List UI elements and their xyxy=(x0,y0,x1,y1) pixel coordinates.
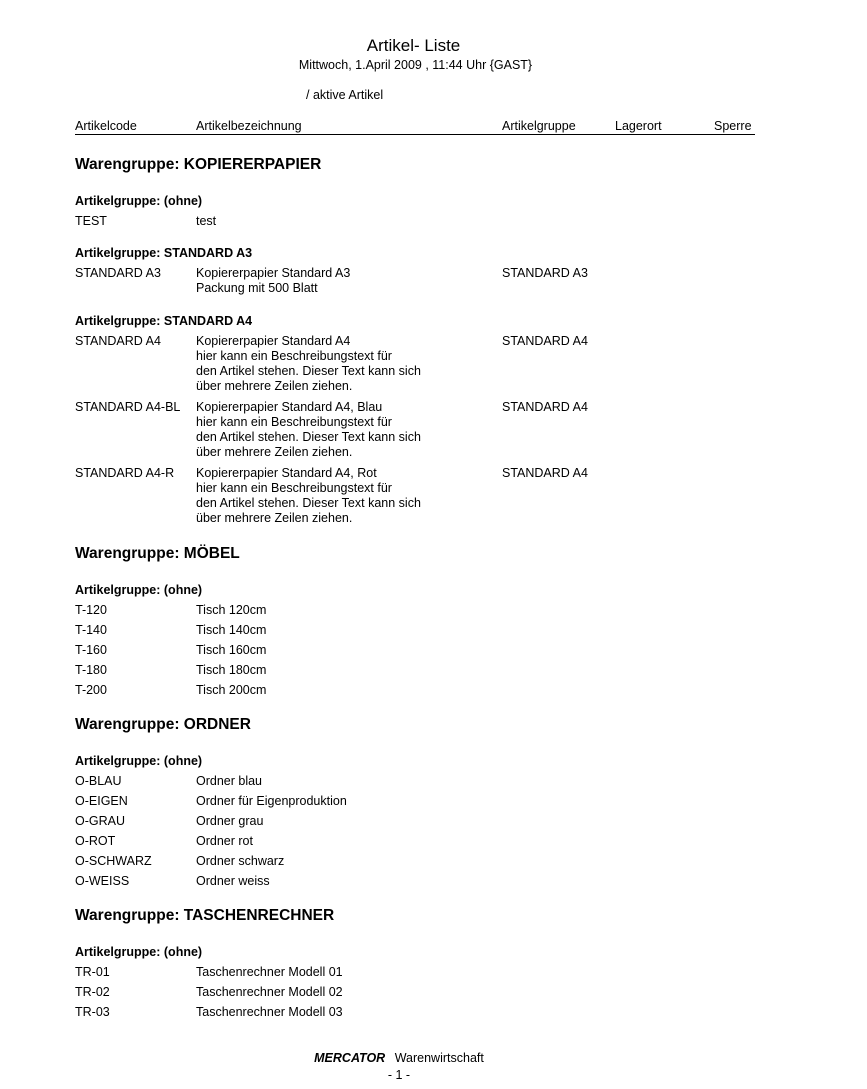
report-body xyxy=(75,155,775,1037)
article-description-line: Taschenrechner Modell 03 xyxy=(196,1005,343,1019)
article-description-line: hier kann ein Beschreibungstext für xyxy=(196,349,392,363)
article-row xyxy=(75,214,775,234)
article-description-line: Kopiererpapier Standard A4 xyxy=(196,334,351,348)
article-description-line: über mehrere Zeilen ziehen. xyxy=(196,511,353,525)
article-description-line: Packung mit 500 Blatt xyxy=(196,281,318,295)
article-code: TR-02 xyxy=(75,985,110,999)
artikelgruppe-heading: Artikelgruppe: (ohne) xyxy=(75,194,203,208)
article-description xyxy=(196,874,496,889)
article-code: STANDARD A4-R xyxy=(75,466,175,480)
article-description-line: Tisch 160cm xyxy=(196,643,267,657)
article-description xyxy=(196,623,496,638)
article-description-line: Tisch 140cm xyxy=(196,623,267,637)
artikelgruppe-section xyxy=(75,246,775,302)
article-row xyxy=(75,774,775,794)
warengruppe-heading: Warengruppe: KOPIERERPAPIER xyxy=(75,156,322,173)
article-code: T-200 xyxy=(75,683,107,697)
article-description-line: Ordner weiss xyxy=(196,874,270,888)
article-description xyxy=(196,266,496,296)
article-code: O-EIGEN xyxy=(75,794,128,808)
article-description-line: Kopiererpapier Standard A4, Rot xyxy=(196,466,377,480)
article-code: O-ROT xyxy=(75,834,116,848)
article-row xyxy=(75,334,775,400)
warengruppe-section xyxy=(75,715,775,894)
article-description-line: Ordner rot xyxy=(196,834,253,848)
article-row xyxy=(75,400,775,466)
article-description-line: hier kann ein Beschreibungstext für xyxy=(196,481,392,495)
article-row xyxy=(75,643,775,663)
article-row xyxy=(75,663,775,683)
column-header-sperre: Sperre xyxy=(714,119,752,133)
article-description xyxy=(196,400,496,460)
article-code: O-SCHWARZ xyxy=(75,854,152,868)
warengruppe-heading: Warengruppe: MÖBEL xyxy=(75,545,240,562)
footer-brand: MERCATOR xyxy=(314,1051,386,1065)
warengruppe-section xyxy=(75,906,775,1025)
article-description-line: über mehrere Zeilen ziehen. xyxy=(196,379,353,393)
article-row xyxy=(75,603,775,623)
article-description-line: Ordner für Eigenproduktion xyxy=(196,794,347,808)
artikelgruppe-section xyxy=(75,194,775,234)
artikelgruppe-section xyxy=(75,754,775,894)
article-row xyxy=(75,874,775,894)
article-row xyxy=(75,985,775,1005)
article-row xyxy=(75,794,775,814)
article-group: STANDARD A3 xyxy=(502,266,588,280)
article-row xyxy=(75,1005,775,1025)
warengruppe-heading: Warengruppe: ORDNER xyxy=(75,716,251,733)
article-description xyxy=(196,854,496,869)
page-number: - 1 - xyxy=(387,1068,411,1082)
article-description xyxy=(196,1005,496,1020)
article-description xyxy=(196,466,496,526)
warengruppe-section xyxy=(75,155,775,532)
article-description xyxy=(196,814,496,829)
article-code: T-120 xyxy=(75,603,107,617)
article-code: O-BLAU xyxy=(75,774,122,788)
article-description xyxy=(196,774,496,789)
report-filter: / aktive Artikel xyxy=(306,88,384,102)
artikelgruppe-section xyxy=(75,314,775,532)
article-description xyxy=(196,985,496,1000)
article-code: O-GRAU xyxy=(75,814,125,828)
article-description xyxy=(196,965,496,980)
article-description-line: den Artikel stehen. Dieser Text kann sich xyxy=(196,496,421,510)
article-code: T-180 xyxy=(75,663,107,677)
article-description-line: Kopiererpapier Standard A3 xyxy=(196,266,351,280)
warengruppe-section xyxy=(75,544,775,703)
article-description-line: Ordner grau xyxy=(196,814,264,828)
article-description-line: Tisch 200cm xyxy=(196,683,267,697)
column-header-lagerort: Lagerort xyxy=(615,119,662,133)
article-description-line: Taschenrechner Modell 02 xyxy=(196,985,343,999)
article-row xyxy=(75,834,775,854)
article-description xyxy=(196,663,496,678)
footer-product: Warenwirtschaft xyxy=(394,1051,484,1065)
article-description xyxy=(196,683,496,698)
artikelgruppe-section xyxy=(75,583,775,703)
artikelgruppe-heading: Artikelgruppe: (ohne) xyxy=(75,754,203,768)
artikelgruppe-heading: Artikelgruppe: (ohne) xyxy=(75,583,203,597)
column-header-code: Artikelcode xyxy=(75,119,137,133)
article-description-line: den Artikel stehen. Dieser Text kann sich xyxy=(196,364,421,378)
article-description-line: Tisch 180cm xyxy=(196,663,267,677)
article-code: STANDARD A3 xyxy=(75,266,161,280)
artikelgruppe-heading: Artikelgruppe: STANDARD A3 xyxy=(75,246,253,260)
article-row xyxy=(75,965,775,985)
report-date: Mittwoch, 1.April 2009 , 11:44 Uhr {GAST} xyxy=(298,58,533,72)
column-header-name: Artikelbezeichnung xyxy=(196,119,302,133)
article-code: T-140 xyxy=(75,623,107,637)
article-group: STANDARD A4 xyxy=(502,334,588,348)
article-description-line: Tisch 120cm xyxy=(196,603,267,617)
article-group: STANDARD A4 xyxy=(502,466,588,480)
artikelgruppe-heading: Artikelgruppe: (ohne) xyxy=(75,945,203,959)
article-code: TEST xyxy=(75,214,107,228)
article-description xyxy=(196,794,496,809)
article-row xyxy=(75,814,775,834)
column-header-group: Artikelgruppe xyxy=(502,119,576,133)
article-description xyxy=(196,603,496,618)
report-title: Artikel- Liste xyxy=(366,36,461,55)
article-row xyxy=(75,466,775,532)
article-row xyxy=(75,623,775,643)
article-description xyxy=(196,334,496,394)
article-description-line: Ordner blau xyxy=(196,774,263,788)
article-row xyxy=(75,683,775,703)
article-row xyxy=(75,266,775,302)
article-description-line: test xyxy=(196,214,217,228)
artikelgruppe-heading: Artikelgruppe: STANDARD A4 xyxy=(75,314,253,328)
article-code: TR-01 xyxy=(75,965,110,979)
column-header xyxy=(75,119,755,135)
article-code: O-WEISS xyxy=(75,874,130,888)
article-description-line: Ordner schwarz xyxy=(196,854,285,868)
warengruppe-heading: Warengruppe: TASCHENRECHNER xyxy=(75,907,335,924)
article-description xyxy=(196,643,496,658)
article-code: T-160 xyxy=(75,643,107,657)
article-description-line: den Artikel stehen. Dieser Text kann sich xyxy=(196,430,421,444)
artikelgruppe-section xyxy=(75,945,775,1025)
article-code: STANDARD A4-BL xyxy=(75,400,181,414)
article-description-line: Taschenrechner Modell 01 xyxy=(196,965,343,979)
article-description xyxy=(196,214,496,229)
article-row xyxy=(75,854,775,874)
article-description-line: über mehrere Zeilen ziehen. xyxy=(196,445,353,459)
article-description-line: Kopiererpapier Standard A4, Blau xyxy=(196,400,383,414)
article-description-line: hier kann ein Beschreibungstext für xyxy=(196,415,392,429)
article-code: STANDARD A4 xyxy=(75,334,161,348)
article-description xyxy=(196,834,496,849)
article-group: STANDARD A4 xyxy=(502,400,588,414)
page-footer xyxy=(0,1051,798,1065)
article-code: TR-03 xyxy=(75,1005,110,1019)
